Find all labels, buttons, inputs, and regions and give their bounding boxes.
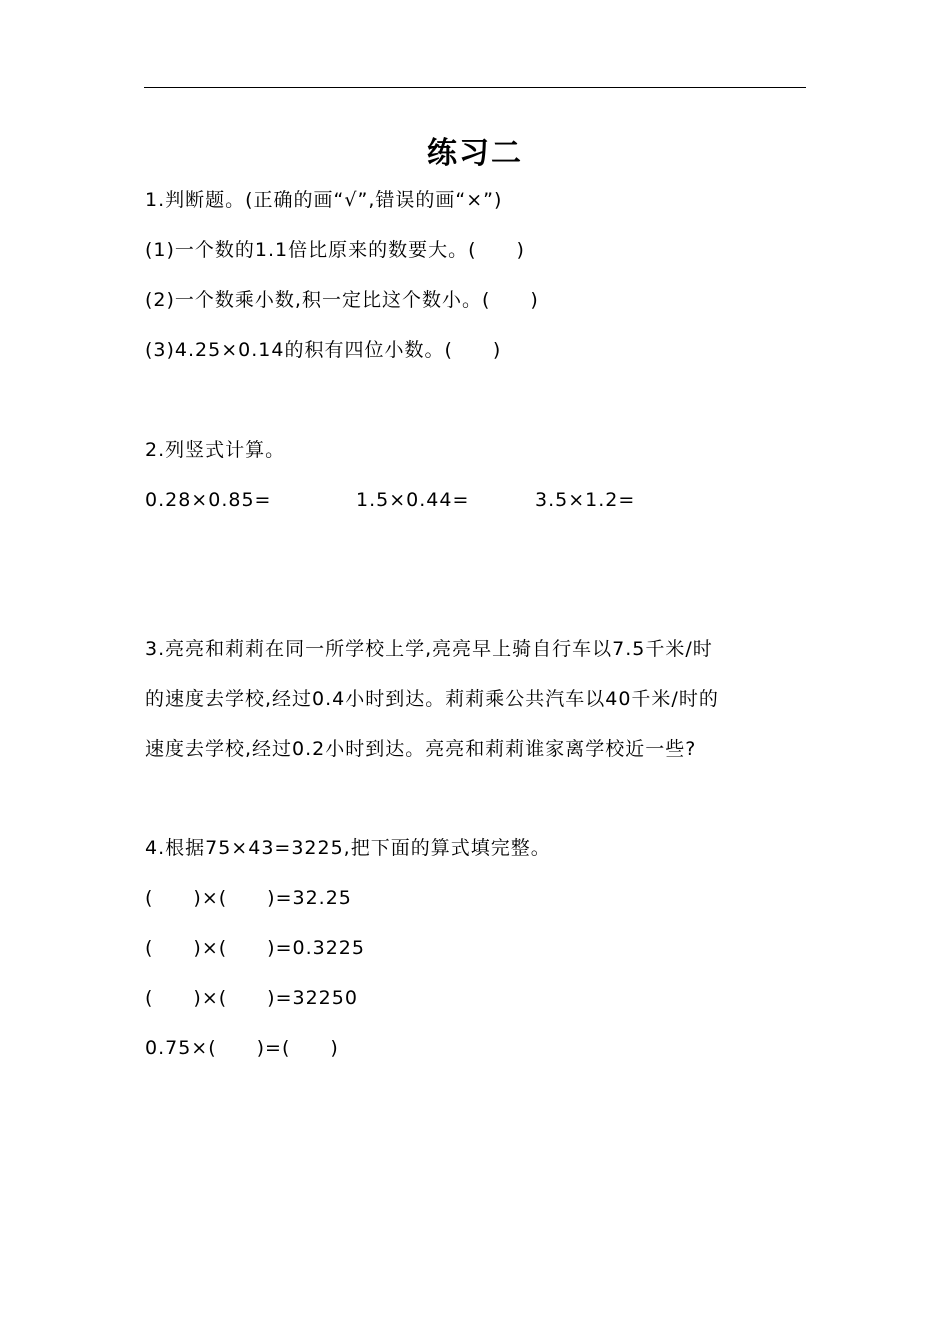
header-rule: [144, 87, 806, 88]
q4-item-2: ( )×( )=0.3225: [145, 937, 365, 959]
q2-calc-2: 1.5×0.44=: [356, 489, 470, 511]
q4-heading: 4.根据75×43=3225,把下面的算式填完整。: [145, 837, 551, 859]
q4-item-4: 0.75×( )=( ): [145, 1037, 339, 1059]
q2-heading: 2.列竖式计算。: [145, 439, 286, 461]
q2-calc-3: 3.5×1.2=: [535, 489, 636, 511]
q3-line-1: 3.亮亮和莉莉在同一所学校上学,亮亮早上骑自行车以7.5千米/时: [145, 638, 713, 660]
q3-line-2: 的速度去学校,经过0.4小时到达。莉莉乘公共汽车以40千米/时的: [145, 688, 719, 710]
q4-item-1: ( )×( )=32.25: [145, 887, 352, 909]
q1-item-1: (1)一个数的1.1倍比原来的数要大。( ): [145, 239, 525, 261]
q1-item-2: (2)一个数乘小数,积一定比这个数小。( ): [145, 289, 539, 311]
q3-line-3: 速度去学校,经过0.2小时到达。亮亮和莉莉谁家离学校近一些?: [145, 738, 697, 760]
q4-item-3: ( )×( )=32250: [145, 987, 358, 1009]
q1-item-3: (3)4.25×0.14的积有四位小数。( ): [145, 339, 502, 361]
q1-heading: 1.判断题。(正确的画“√”,错误的画“×”): [145, 189, 503, 211]
page-title: 练习二: [427, 136, 523, 171]
q2-calc-1: 0.28×0.85=: [145, 489, 272, 511]
